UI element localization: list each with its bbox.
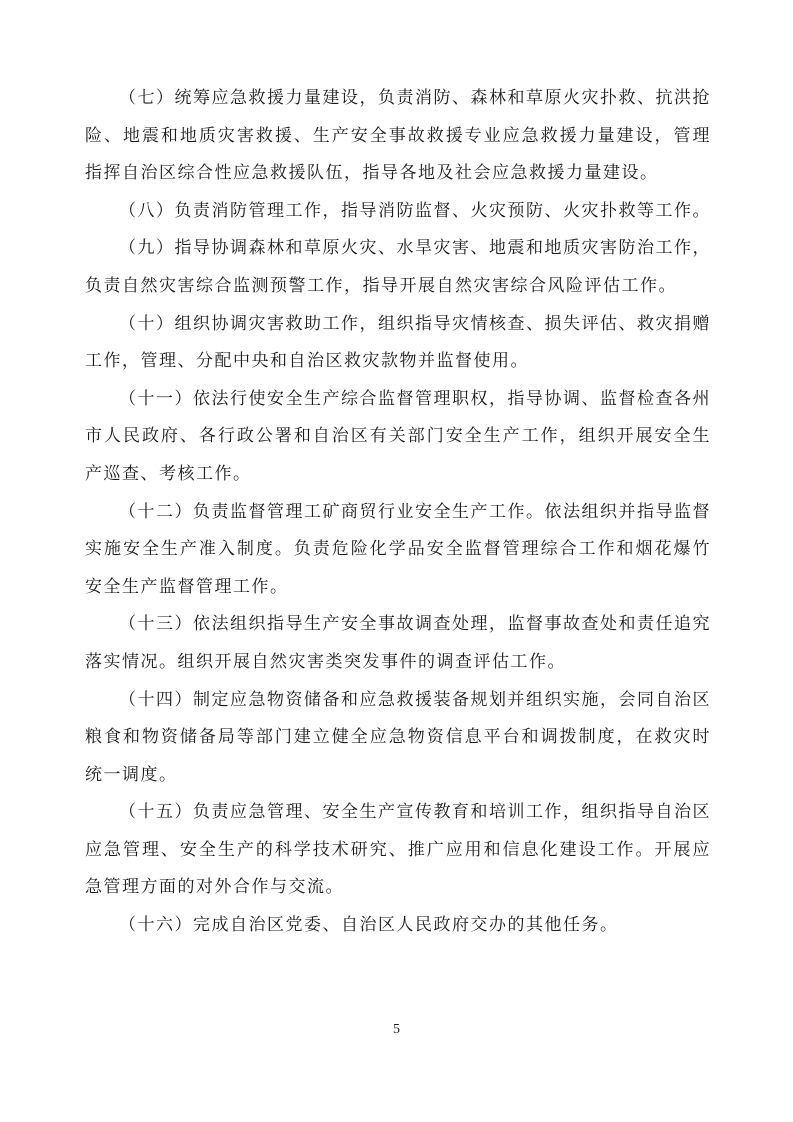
paragraph-item-14: （十四）制定应急物资储备和应急救援装备规划并组织实施，会同自治区粮食和物资储备局等部门建立健全应急物资信息平台和调拨制度，在救灾时统一调度。 <box>85 689 711 784</box>
paragraph-item-7: （七）统筹应急救援力量建设，负责消防、森林和草原火灾扑救、抗洪抢险、地震和地质灾害救援、生产安全事故救援专业应急救援力量建设，管理指挥自治区综合性应急救援队伍，指导各地及社会应急救援力量建设。 <box>85 88 711 183</box>
paragraph-item-11: （十一）依法行使安全生产综合监督管理职权，指导协调、监督检查各州市人民政府、各行政公署和自治区有关部门安全生产工作，组织开展安全生产巡查、考核工作。 <box>85 388 711 483</box>
paragraph-item-8: （八）负责消防管理工作，指导消防监督、火灾预防、火灾扑救等工作。 <box>119 200 711 220</box>
page-number: 5 <box>393 1022 400 1037</box>
paragraph-item-10: （十）组织协调灾害救助工作，组织指导灾情核查、损失评估、救灾捐赠工作，管理、分配中央和自治区救灾款物并监督使用。 <box>85 313 711 371</box>
paragraph-item-16: （十六）完成自治区党委、自治区人民政府交办的其他任务。 <box>119 915 619 935</box>
paragraph-item-9: （九）指导协调森林和草原火灾、水旱灾害、地震和地质灾害防治工作，负责自然灾害综合监测预警工作，指导开展自然灾害综合风险评估工作。 <box>85 238 711 295</box>
paragraph-item-15: （十五）负责应急管理、安全生产宣传教育和培训工作，组织指导自治区应急管理、安全生产的科学技术研究、推广应用和信息化建设工作。开展应急管理方面的对外合作与交流。 <box>85 802 711 897</box>
paragraph-item-13: （十三）依法组织指导生产安全事故调查处理，监督事故查处和责任追究落实情况。组织开展自然灾害类突发事件的调查评估工作。 <box>85 614 711 671</box>
document-body <box>85 79 711 944</box>
paragraph-item-12: （十二）负责监督管理工矿商贸行业安全生产工作。依法组织并指导监督实施安全生产准入制度。负责危险化学品安全监督管理综合工作和烟花爆竹安全生产监督管理工作。 <box>85 501 711 596</box>
